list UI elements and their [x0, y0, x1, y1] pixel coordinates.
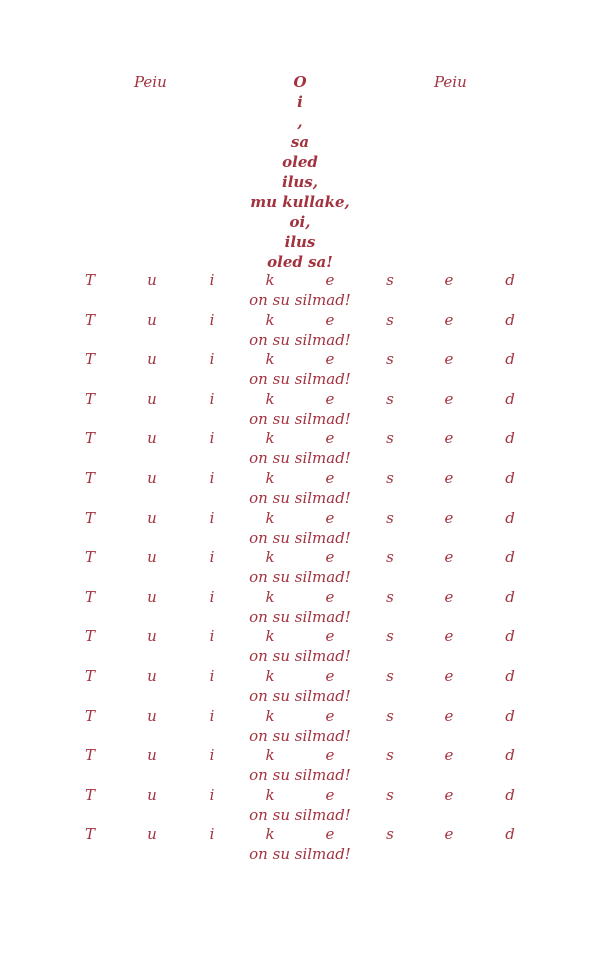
- spread-letter: k: [265, 706, 275, 725]
- spread-letters: [0, 428, 600, 448]
- spread-letter: e: [325, 627, 335, 646]
- spread-letter: s: [386, 746, 394, 765]
- refrain: [0, 666, 600, 706]
- spread-letters: [0, 270, 600, 290]
- spread-letter: i: [209, 468, 215, 487]
- spread-letter: s: [386, 706, 394, 725]
- spread-letter: s: [386, 389, 394, 408]
- spread-letter: e: [444, 785, 454, 804]
- refrain: [0, 824, 600, 864]
- spread-letter: k: [265, 627, 275, 646]
- spread-letters: [0, 785, 600, 805]
- speaker-right: Peiu: [434, 73, 467, 91]
- stanza: [0, 72, 600, 272]
- spread-letter: e: [325, 706, 335, 725]
- spread-letter: s: [386, 627, 394, 646]
- stanza-line: sa: [290, 133, 310, 151]
- spread-letter: d: [505, 666, 515, 685]
- refrain-tail: on su silmad!: [249, 805, 351, 824]
- spread-letter: i: [209, 825, 215, 844]
- spread-letter: i: [209, 548, 215, 567]
- spread-letter: e: [325, 785, 335, 804]
- spread-letter: e: [325, 429, 335, 448]
- spread-letter: i: [209, 785, 215, 804]
- spread-letter: d: [505, 508, 515, 527]
- spread-letter: d: [505, 706, 515, 725]
- spread-letters: [0, 824, 600, 844]
- spread-letter: T: [84, 627, 95, 646]
- refrain: [0, 706, 600, 746]
- stanza-line: ,: [297, 113, 303, 131]
- spread-letter: s: [386, 310, 394, 329]
- spread-letter: e: [325, 271, 335, 289]
- spread-letter: u: [147, 508, 157, 527]
- refrain-tail: on su silmad!: [249, 686, 351, 705]
- spread-letter: e: [444, 627, 454, 646]
- refrain: [0, 428, 600, 468]
- spread-letter: e: [444, 429, 454, 448]
- spread-letter: T: [84, 468, 95, 487]
- spread-letter: d: [505, 825, 515, 844]
- spread-letter: e: [325, 587, 335, 606]
- spread-letter: e: [444, 310, 454, 329]
- spread-letter: e: [325, 508, 335, 527]
- spread-letter: T: [84, 706, 95, 725]
- spread-letter: e: [444, 271, 454, 289]
- spread-letter: T: [84, 746, 95, 765]
- spread-letter: i: [209, 508, 215, 527]
- spread-letters: [0, 626, 600, 646]
- spread-letter: s: [386, 468, 394, 487]
- spread-letter: s: [386, 666, 394, 685]
- spread-letter: e: [325, 350, 335, 369]
- spread-letter: s: [386, 587, 394, 606]
- stanza-line: oled: [282, 153, 318, 171]
- refrain-tail: on su silmad!: [249, 528, 351, 547]
- spread-letter: u: [147, 825, 157, 844]
- spread-letter: T: [84, 825, 95, 844]
- spread-letter: i: [209, 746, 215, 765]
- spread-letter: T: [84, 429, 95, 448]
- refrain: [0, 270, 600, 310]
- spread-letter: d: [505, 271, 515, 289]
- spread-letter: e: [444, 666, 454, 685]
- spread-letter: s: [386, 429, 394, 448]
- refrain-tail: on su silmad!: [249, 370, 351, 389]
- spread-letter: T: [84, 785, 95, 804]
- refrain-tail: on su silmad!: [249, 409, 351, 428]
- refrain-list: [0, 270, 600, 864]
- stanza-line: i: [297, 93, 303, 111]
- spread-letter: T: [84, 350, 95, 369]
- spread-letter: u: [147, 389, 157, 408]
- spread-letter: u: [147, 271, 157, 289]
- spread-letter: s: [386, 825, 394, 844]
- spread-letter: T: [84, 310, 95, 329]
- spread-letter: d: [505, 389, 515, 408]
- spread-letter: T: [84, 587, 95, 606]
- refrain-tail: on su silmad!: [249, 291, 351, 309]
- spread-letter: s: [386, 548, 394, 567]
- spread-letters: [0, 706, 600, 726]
- spread-letter: i: [209, 706, 215, 725]
- stanza-line: mu kullake,: [250, 193, 350, 211]
- spread-letter: s: [386, 350, 394, 369]
- spread-letter: k: [265, 350, 275, 369]
- spread-letter: e: [325, 310, 335, 329]
- spread-letter: e: [444, 706, 454, 725]
- spread-letter: u: [147, 666, 157, 685]
- spread-letter: e: [444, 508, 454, 527]
- spread-letter: i: [209, 429, 215, 448]
- spread-letter: d: [505, 785, 515, 804]
- refrain: [0, 389, 600, 429]
- refrain-tail: on su silmad!: [249, 726, 351, 745]
- spread-letter: k: [265, 825, 275, 844]
- refrain-tail: on su silmad!: [249, 330, 351, 349]
- spread-letter: k: [265, 310, 275, 329]
- spread-letter: i: [209, 666, 215, 685]
- stanza-line: ilus: [284, 233, 316, 251]
- spread-letter: s: [386, 508, 394, 527]
- refrain: [0, 587, 600, 627]
- spread-letters: [0, 666, 600, 686]
- refrain-tail: on su silmad!: [249, 766, 351, 785]
- spread-letter: e: [325, 548, 335, 567]
- spread-letter: d: [505, 310, 515, 329]
- spread-letter: T: [84, 666, 95, 685]
- stanza-line: oled sa!: [267, 253, 333, 271]
- refrain: [0, 745, 600, 785]
- refrain-tail: on su silmad!: [249, 845, 351, 864]
- spread-letter: u: [147, 785, 157, 804]
- spread-letter: e: [444, 468, 454, 487]
- spread-letter: k: [265, 271, 275, 289]
- refrain: [0, 468, 600, 508]
- spread-letter: k: [265, 508, 275, 527]
- spread-letter: s: [386, 271, 394, 289]
- spread-letter: u: [147, 746, 157, 765]
- stanza-line: ilus,: [282, 173, 318, 191]
- spread-letter: e: [444, 548, 454, 567]
- spread-letters: [0, 547, 600, 567]
- stanza-line: O: [293, 73, 307, 91]
- spread-letter: i: [209, 627, 215, 646]
- spread-letter: i: [209, 350, 215, 369]
- spread-letter: d: [505, 587, 515, 606]
- spread-letter: u: [147, 310, 157, 329]
- spread-letter: e: [444, 389, 454, 408]
- spread-letter: d: [505, 468, 515, 487]
- spread-letter: u: [147, 706, 157, 725]
- spread-letter: e: [444, 587, 454, 606]
- spread-letter: T: [84, 271, 95, 289]
- spread-letter: e: [325, 468, 335, 487]
- spread-letter: u: [147, 627, 157, 646]
- refrain-tail: on su silmad!: [249, 568, 351, 587]
- spread-letter: k: [265, 468, 275, 487]
- refrain-tail: on su silmad!: [249, 647, 351, 666]
- spread-letters: [0, 389, 600, 409]
- spread-letters: [0, 468, 600, 488]
- spread-letter: k: [265, 587, 275, 606]
- spread-letter: i: [209, 310, 215, 329]
- stanza-line: oi,: [289, 213, 311, 231]
- spread-letter: u: [147, 429, 157, 448]
- spread-letter: e: [325, 825, 335, 844]
- refrain: [0, 310, 600, 350]
- spread-letter: i: [209, 389, 215, 408]
- spread-letter: e: [444, 825, 454, 844]
- spread-letters: [0, 587, 600, 607]
- spread-letter: k: [265, 746, 275, 765]
- spread-letter: T: [84, 508, 95, 527]
- refrain-tail: on su silmad!: [249, 449, 351, 468]
- refrain: [0, 547, 600, 587]
- spread-letter: T: [84, 389, 95, 408]
- speaker-left: Peiu: [134, 73, 167, 91]
- spread-letter: k: [265, 429, 275, 448]
- refrain: [0, 785, 600, 825]
- spread-letter: d: [505, 429, 515, 448]
- spread-letter: e: [325, 666, 335, 685]
- spread-letter: k: [265, 548, 275, 567]
- spread-letters: [0, 349, 600, 369]
- spread-letter: u: [147, 587, 157, 606]
- spread-letter: u: [147, 468, 157, 487]
- refrain: [0, 626, 600, 666]
- spread-letter: u: [147, 350, 157, 369]
- spread-letter: k: [265, 785, 275, 804]
- spread-letter: d: [505, 548, 515, 567]
- spread-letter: T: [84, 548, 95, 567]
- spread-letter: e: [325, 389, 335, 408]
- refrain-tail: on su silmad!: [249, 607, 351, 626]
- refrain-tail: on su silmad!: [249, 488, 351, 507]
- spread-letter: s: [386, 785, 394, 804]
- spread-letter: e: [444, 350, 454, 369]
- spread-letter: k: [265, 389, 275, 408]
- spread-letters: [0, 310, 600, 330]
- spread-letter: i: [209, 271, 215, 289]
- spread-letter: d: [505, 350, 515, 369]
- spread-letters: [0, 745, 600, 765]
- spread-letter: k: [265, 666, 275, 685]
- spread-letter: d: [505, 746, 515, 765]
- refrain: [0, 508, 600, 548]
- spread-letter: d: [505, 627, 515, 646]
- refrain: [0, 349, 600, 389]
- spread-letters: [0, 508, 600, 528]
- spread-letter: e: [444, 746, 454, 765]
- spread-letter: i: [209, 587, 215, 606]
- spread-letter: u: [147, 548, 157, 567]
- spread-letter: e: [325, 746, 335, 765]
